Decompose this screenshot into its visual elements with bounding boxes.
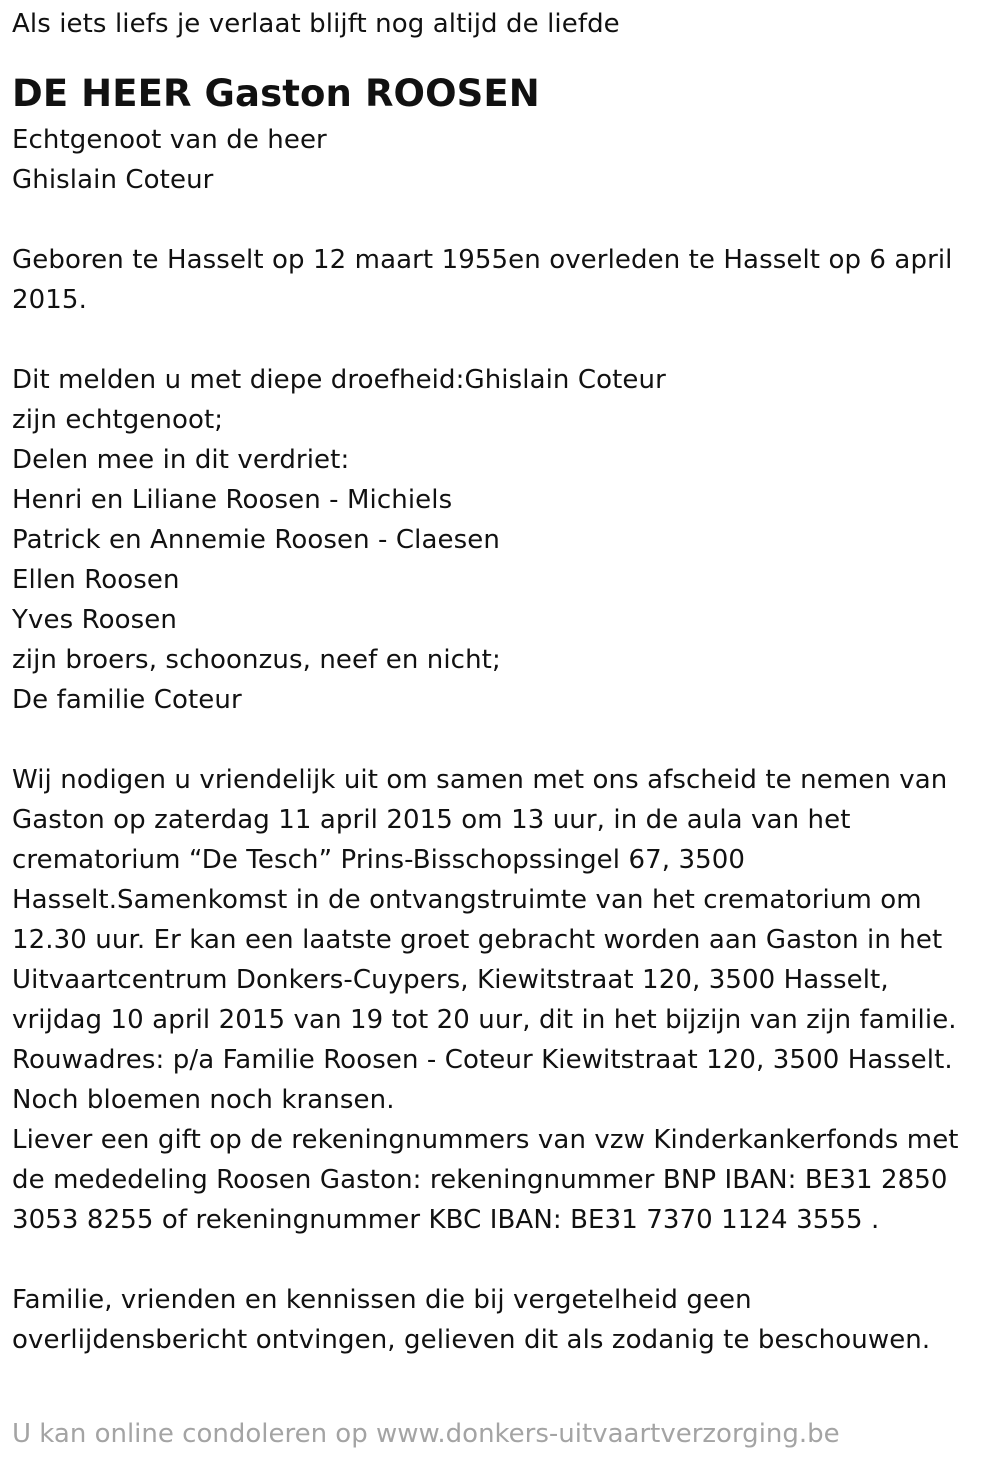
closing-section	[12, 1280, 988, 1360]
ceremony-line: vrijdag 10 april 2015 van 19 tot 20 uur, dit in het bijzijn van zijn familie.	[12, 1005, 957, 1035]
ceremony-line: Gaston op zaterdag 11 april 2015 om 13 uur, in de aula van het	[12, 805, 851, 835]
ceremony-line: de mededeling Roosen Gaston: rekeningnummer BNP IBAN: BE31 2850	[12, 1165, 948, 1195]
family-line: Dit melden u met diepe droefheid:Ghislain Coteur	[12, 365, 666, 395]
spouse-line: Echtgenoot van de heer	[12, 125, 327, 155]
spacer	[12, 200, 988, 240]
ceremony-line: 12.30 uur. Er kan een laatste groet gebracht worden aan Gaston in het	[12, 925, 943, 955]
closing-line: overlijdensbericht ontvingen, gelieven dit als zodanig te beschouwen.	[12, 1325, 931, 1355]
ceremony-line: 3053 8255 of rekeningnummer KBC IBAN: BE31 7370 1124 3555 .	[12, 1205, 880, 1235]
spouse-line: Ghislain Coteur	[12, 165, 214, 195]
family-line: Henri en Liliane Roosen - Michiels	[12, 485, 453, 515]
birth-death-line: Geboren te Hasselt op 12 maart 1955en overleden te Hasselt op 6 april	[12, 245, 953, 275]
closing-line: Familie, vrienden en kennissen die bij vergetelheid geen	[12, 1285, 752, 1315]
family-line: Delen mee in dit verdriet:	[12, 445, 350, 475]
family-line: De familie Coteur	[12, 685, 242, 715]
family-line: Patrick en Annemie Roosen - Claesen	[12, 525, 500, 555]
spacer	[12, 1240, 988, 1280]
ceremony-line: crematorium “De Tesch” Prins-Bisschopssingel 67, 3500	[12, 845, 746, 875]
motto: Als iets liefs je verlaat blijft nog altijd de liefde	[12, 9, 620, 39]
spacer	[12, 320, 988, 360]
spacer	[12, 720, 988, 760]
ceremony-line: Hasselt.Samenkomst in de ontvangstruimte van het crematorium om	[12, 885, 922, 915]
ceremony-line: Wij nodigen u vriendelijk uit om samen met ons afscheid te nemen van	[12, 765, 948, 795]
ceremony-line: Liever een gift op de rekeningnummers van vzw Kinderkankerfonds met	[12, 1125, 959, 1155]
family-line: zijn echtgenoot;	[12, 405, 224, 435]
ceremony-section	[12, 760, 988, 1240]
deceased-name: DE HEER Gaston ROOSEN	[12, 72, 540, 115]
family-line: Yves Roosen	[12, 605, 177, 635]
condolence-footer: U kan online condoleren op www.donkers-uitvaartverzorging.be	[12, 1419, 840, 1449]
ceremony-line: Rouwadres: p/a Familie Roosen - Coteur Kiewitstraat 120, 3500 Hasselt.	[12, 1045, 953, 1075]
ceremony-line: Noch bloemen noch kransen.	[12, 1085, 395, 1115]
spouse-section	[12, 120, 988, 200]
family-line: zijn broers, schoonzus, neef en nicht;	[12, 645, 501, 675]
birth-death-line: 2015.	[12, 285, 87, 315]
family-line: Ellen Roosen	[12, 565, 180, 595]
birth-death-section	[12, 240, 988, 320]
family-section	[12, 360, 988, 720]
ceremony-line: Uitvaartcentrum Donkers-Cuypers, Kiewitstraat 120, 3500 Hasselt,	[12, 965, 889, 995]
